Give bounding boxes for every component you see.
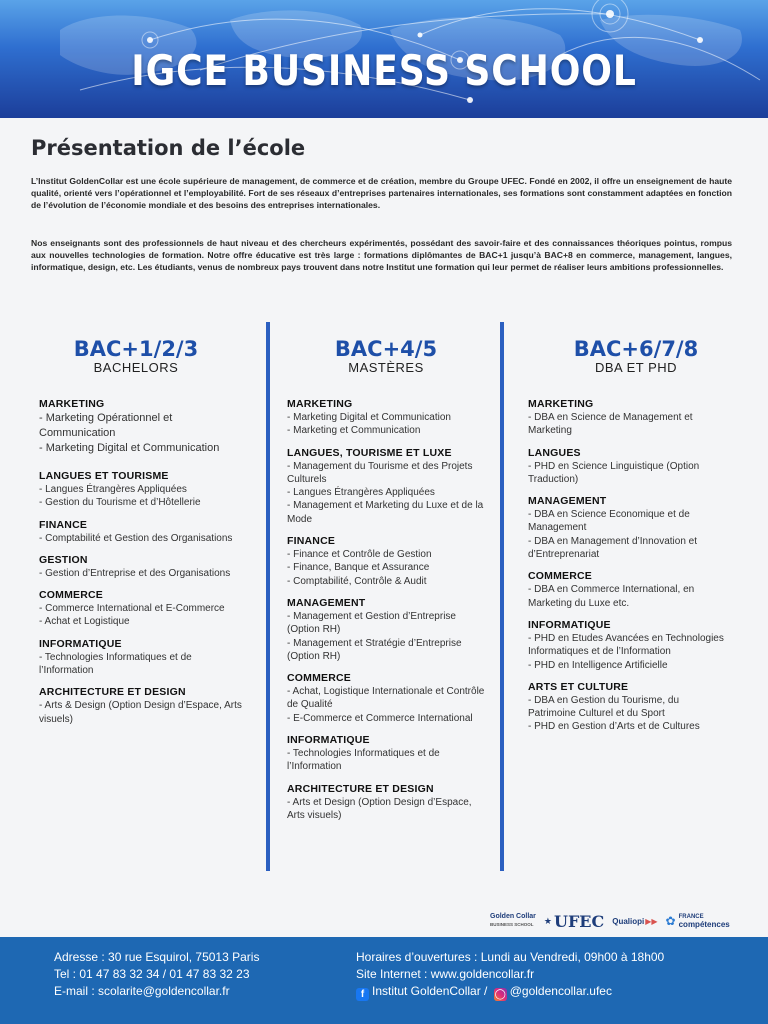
column-subtitle: DBA ET PHD xyxy=(594,360,678,375)
category-heading: MANAGEMENT xyxy=(528,495,607,508)
category-block xyxy=(528,494,724,561)
column-title: BAC+6/7/8 xyxy=(573,337,699,361)
category-heading: COMMERCE xyxy=(287,672,352,685)
program-item: - Technologies Informatiques et de l’Information xyxy=(39,651,192,677)
category-block xyxy=(287,397,485,438)
column-title: BAC+4/5 xyxy=(334,337,438,361)
category-heading: LANGUES xyxy=(528,446,581,459)
program-item: - Management et Marketing du Luxe et de la Mode xyxy=(287,500,484,525)
category-block xyxy=(287,782,485,823)
category-heading: ARCHITECTURE ET DESIGN xyxy=(39,686,186,699)
column-subtitle: MASTÈRES xyxy=(348,360,424,375)
program-item: - DBA en Science Economique et de Management xyxy=(528,509,690,534)
program-item: - Marketing Opérationnel et Communication xyxy=(39,412,173,439)
category-block xyxy=(39,553,243,580)
program-item: - Comptabilité et Gestion des Organisations xyxy=(39,532,233,544)
category-heading: MARKETING xyxy=(287,398,353,410)
footer-social xyxy=(356,983,612,1001)
program-item: - PHD en Science Linguistique (Option Traduction) xyxy=(528,460,700,485)
category-heading: COMMERCE xyxy=(528,570,593,583)
golden-collar-logo: Golden Collar BUSINESS SCHOOL xyxy=(490,913,536,927)
footer-website[interactable]: Site Internet : www.goldencollar.fr xyxy=(356,967,535,981)
category-heading: LANGUES ET TOURISME xyxy=(39,470,169,482)
school-title: IGCE BUSINESS SCHOOL xyxy=(131,46,637,95)
program-item: - Marketing Digital et Communication xyxy=(287,412,451,423)
footer-phone[interactable]: Tel : 01 47 83 32 34 / 01 47 83 32 23 xyxy=(54,967,250,981)
column-title: BAC+1/2/3 xyxy=(73,337,199,361)
column-masteres xyxy=(287,338,485,822)
category-block xyxy=(287,671,485,725)
category-heading: INFORMATIQUE xyxy=(287,734,370,747)
program-item: - Comptabilité, Contrôle & Audit xyxy=(287,575,427,587)
partner-logos xyxy=(490,908,730,934)
category-heading: MANAGEMENT xyxy=(287,596,366,609)
category-heading: INFORMATIQUE xyxy=(39,637,122,650)
column-dba-phd xyxy=(528,338,724,734)
category-block xyxy=(39,637,243,678)
program-item: - Arts et Design (Option Design d’Espace, Arts visuels) xyxy=(287,796,472,821)
footer-email[interactable]: E-mail : scolarite@goldencollar.fr xyxy=(54,984,230,998)
category-block xyxy=(528,569,724,610)
program-item: - DBA en Gestion du Tourisme, du Patrimoine Culturel et du Sport xyxy=(528,694,680,720)
page-title: Présentation de l’école xyxy=(31,136,306,160)
category-block xyxy=(287,596,485,663)
category-heading: ARTS ET CULTURE xyxy=(528,680,629,693)
footer-hours: Horaires d’ouvertures : Lundi au Vendredi, 09h00 à 18h00 xyxy=(356,950,665,964)
program-item: - Achat et Logistique xyxy=(39,616,130,628)
column-divider xyxy=(500,322,504,871)
category-block xyxy=(528,680,724,734)
program-item: - Finance, Banque et Assurance xyxy=(287,562,430,574)
category-heading: ARCHITECTURE ET DESIGN xyxy=(287,782,434,795)
category-block xyxy=(287,534,485,588)
category-heading: MARKETING xyxy=(528,398,594,410)
category-heading: FINANCE xyxy=(287,535,336,548)
category-block xyxy=(39,588,243,629)
category-block xyxy=(528,446,724,487)
program-item: - DBA en Commerce International, en Marketing du Luxe etc. xyxy=(528,584,695,609)
intro-paragraph-2: Nos enseignants sont des professionnels de haut niveau et des chercheurs expérimentés, possédant des savoir-faire et des connaissances théoriques pointus, rompus aux nouvelles technologies de formation. Notre offre éducative est très large : formations diplômantes de BAC+1 jusqu’à BAC+8 en commerce, management, langues, informatique, design, etc. Les étudiants, venus de nombreux pays trouvent dans notre Institut une formation qui leur permet de réaliser leurs ambitions professionnelles. xyxy=(31,238,732,272)
column-bachelors xyxy=(39,338,243,726)
category-heading: GESTION xyxy=(39,553,88,566)
facebook-icon[interactable]: f xyxy=(356,988,369,1001)
program-item: - Commerce International et E-Commerce xyxy=(39,603,225,615)
program-item: - Arts & Design (Option Design d’Espace, Arts visuels) xyxy=(39,700,242,725)
category-block xyxy=(39,469,243,510)
program-item: - Langues Étrangères Appliquées xyxy=(39,484,187,495)
program-item: - PHD en Intelligence Artificielle xyxy=(528,659,668,671)
instagram-icon[interactable]: ◯ xyxy=(494,989,506,1000)
program-item: - DBA en Management d’Innovation et d’Entreprenariat xyxy=(528,535,697,561)
program-item: - Technologies Informatiques et de l’Information xyxy=(287,748,440,773)
category-block xyxy=(287,446,485,526)
category-heading: MARKETING xyxy=(39,398,105,410)
instagram-link[interactable]: @goldencollar.ufec xyxy=(509,984,612,998)
program-item: - Gestion d’Entreprise et des Organisations xyxy=(39,567,231,579)
facebook-link[interactable]: Institut GoldenCollar / xyxy=(372,984,488,998)
category-heading: LANGUES, TOURISME ET LUXE xyxy=(287,446,452,459)
program-item: - Management et Stratégie d’Entreprise (Option RH) xyxy=(287,637,462,662)
program-item: - Achat, Logistique Internationale et Contrôle de Qualité xyxy=(287,686,485,711)
program-item: - Gestion du Tourisme et d’Hôtellerie xyxy=(39,497,201,509)
program-item: - Marketing et Communication xyxy=(287,425,421,437)
intro-paragraph-1: L’Institut GoldenCollar est une école supérieure de management, de commerce et de création, membre du Groupe UFEC. Fondé en 2002, il offre un enseignement de haute qualité, orienté vers l’opérationnel et l’employabilité. Fort de ses réseaux d’entreprises partenaires internationales, ses formations sont constamment adaptées en fonction de l’évolution de l’économie mondiale et des besoins des entreprises internationales. xyxy=(31,176,732,210)
program-item: - Langues Étrangères Appliquées xyxy=(287,487,435,499)
category-heading: FINANCE xyxy=(39,518,88,531)
category-block xyxy=(39,397,243,456)
program-item: - Management et Gestion d’Entreprise (Option RH) xyxy=(287,610,456,636)
category-block xyxy=(528,397,724,438)
program-item: - E-Commerce et Commerce International xyxy=(287,712,473,724)
header-banner xyxy=(0,0,768,118)
program-item: - Marketing Digital et Communication xyxy=(39,442,220,454)
category-heading: COMMERCE xyxy=(39,589,104,602)
category-heading: INFORMATIQUE xyxy=(528,618,611,631)
footer-address: Adresse : 30 rue Esquirol, 75013 Paris xyxy=(54,950,260,964)
column-divider xyxy=(266,322,270,871)
category-block xyxy=(528,618,724,672)
category-block xyxy=(287,733,485,774)
program-item: - PHD en Gestion d’Arts et de Cultures xyxy=(528,721,700,733)
france-competences-logo: ✿ FRANCE compétences xyxy=(665,914,730,929)
qualiopi-logo: Qualiopi ▶▶ xyxy=(612,916,658,926)
category-block xyxy=(39,685,243,726)
ufec-logo: ★ UFEC xyxy=(543,911,605,931)
program-item: - PHD en Etudes Avancées en Technologies Informatiques et de l’Information xyxy=(528,632,724,658)
footer xyxy=(0,937,768,1024)
column-subtitle: BACHELORS xyxy=(93,360,179,375)
program-item: - Finance et Contrôle de Gestion xyxy=(287,549,432,561)
program-item: - DBA en Science de Management et Marketing xyxy=(528,412,693,437)
category-block xyxy=(39,518,243,545)
program-item: - Management du Tourisme et des Projets Culturels xyxy=(287,460,473,485)
